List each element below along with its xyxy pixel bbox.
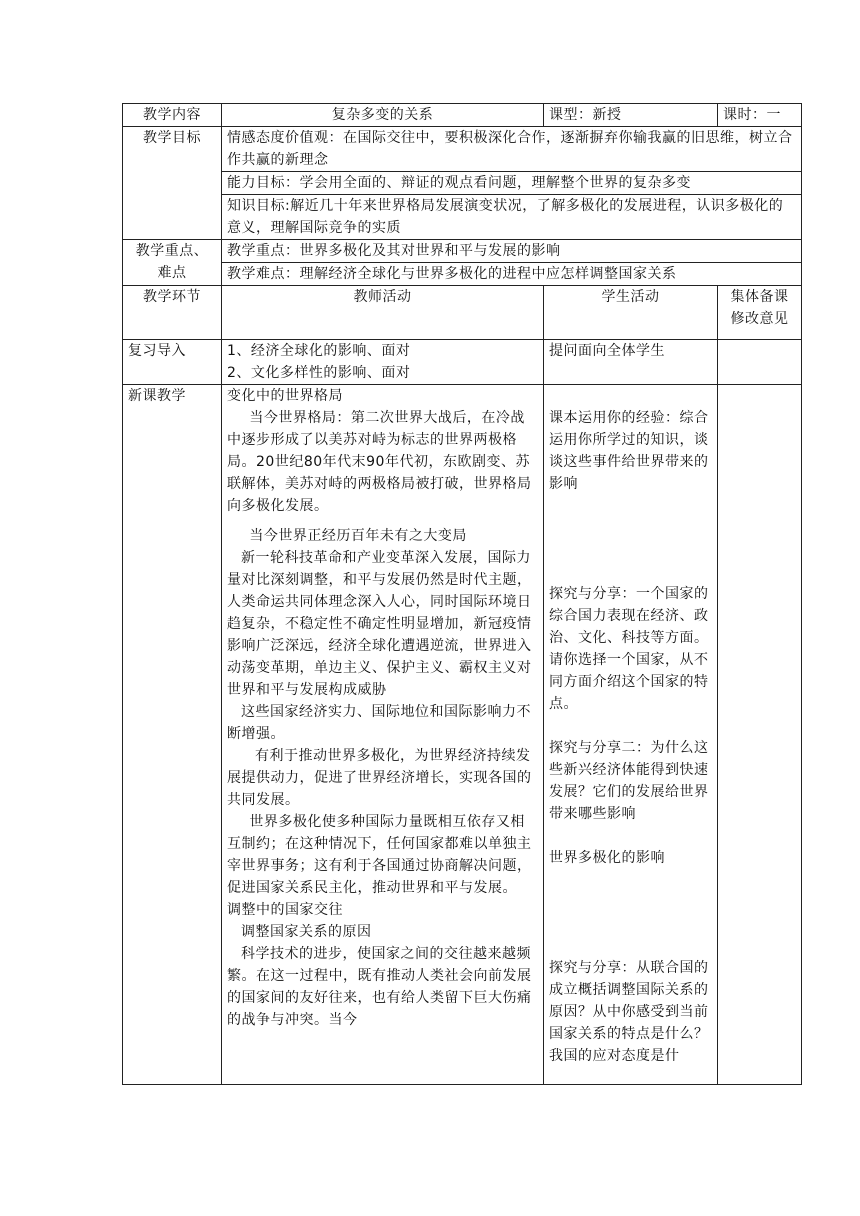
- review-item-1: 1、经济全球化的影响、面对: [227, 343, 411, 359]
- lesson-hours: 课时：一: [718, 104, 802, 127]
- review-notes: [718, 340, 802, 385]
- keypoint-focus: 教学重点：世界多极化及其对世界和平与发展的影响: [222, 240, 802, 263]
- section-heading-world-pattern: 变化中的世界格局: [227, 388, 343, 404]
- student-activity-2: 探究与分享：一个国家的综合国力表现在经济、政治、文化、科技等方面。请你选择一个国家，从不同方面介绍这个国家的特点。: [549, 586, 709, 712]
- review-teacher: [222, 340, 544, 385]
- student-activity-1: 课本运用你的经验：综合运用你所学过的知识，谈谈这些事件给世界带来的影响: [549, 410, 709, 492]
- goal-ability: 能力目标：学会用全面的、辩证的观点看问题，理解整个世界的复杂多变: [222, 172, 802, 195]
- header-row: [123, 104, 802, 127]
- teacher-para-6: 世界多极化使多种国际力量既相互依存又相互制约；在这种情况下，任何国家都难以单独主宰世界事务；这有利于各国通过协商解决问题，促进国家关系民主化，推动世界和平与发展。: [227, 814, 532, 896]
- section-heading-relations: 调整中的国家交往: [227, 902, 343, 918]
- student-activity-3: 探究与分享二：为什么这些新兴经济体能得到快速发展？它们的发展给世界带来哪些影响: [549, 740, 709, 822]
- teacher-para-7: 科学技术的进步，使国家之间的交往越来越频繁。在这一过程中，既有推动人类社会向前发展的国家间的友好往来，也有给人类留下巨大伤痛的战争与冲突。当今: [227, 946, 532, 1028]
- teacher-para-2: 当今世界正经历百年未有之大变局: [249, 528, 467, 544]
- keypoint-difficulty: 教学难点：理解经济全球化与世界多极化的进程中应怎样调整国家关系: [222, 263, 802, 286]
- newlesson-teacher: [222, 385, 544, 1085]
- review-item-2: 2、文化多样性的影响、面对: [227, 365, 411, 381]
- review-row: [123, 340, 802, 385]
- col-teacher: 教师活动: [222, 286, 544, 340]
- column-header-row: [123, 286, 802, 340]
- goal-knowledge: 知识目标:解近几十年来世界格局发展演变状况，了解多极化的发展进程，认识多极化的意义，理解国际竞争的实质: [222, 195, 802, 240]
- teacher-para-1: 当今世界格局：第二次世界大战后，在冷战中逐步形成了以美苏对峙为标志的世界两极格局。20世纪80年代末90年代初，东欧剧变、苏联解体，美苏对峙的两极格局被打破，世界格局向多极化发展。: [227, 410, 532, 514]
- lesson-type: 课型：新授: [544, 104, 718, 127]
- section-subheading-reasons: 调整国家关系的原因: [241, 924, 372, 940]
- col-notes-line2: 修改意见: [730, 311, 789, 327]
- newlesson-stage: 新课教学: [123, 385, 222, 1085]
- review-student: 提问面向全体学生: [544, 340, 718, 385]
- teacher-para-4: 这些国家经济实力、国际地位和国际影响力不断增强。: [227, 704, 531, 742]
- goals-label: 教学目标: [123, 127, 222, 240]
- col-notes-line1: 集体备课: [730, 289, 789, 305]
- keypoint-row-focus: [123, 240, 802, 263]
- col-notes: [718, 286, 802, 340]
- goal-row-ability: [123, 172, 802, 195]
- keypoints-label: [123, 240, 222, 286]
- teacher-para-3: 新一轮科技革命和产业变革深入发展，国际力量对比深刻调整，和平与发展仍然是时代主题，人类命运共同体理念深入人心，同时国际环境日趋复杂，不稳定性不确定性明显增加，新冠疫情影响广泛深远，经济全球化遭遇逆流，世界进入动荡变革期，单边主义、保护主义、霸权主义对世界和平与发展构成威胁: [227, 550, 532, 698]
- student-activity-4: 世界多极化的影响: [549, 850, 665, 866]
- newlesson-row: [123, 385, 802, 1085]
- newlesson-notes: [718, 385, 802, 1085]
- goal-row-knowledge: [123, 195, 802, 240]
- review-stage: 复习导入: [123, 340, 222, 385]
- keypoints-label-line1: 教学重点、: [135, 243, 209, 259]
- keypoints-label-line2: 难点: [157, 265, 187, 281]
- lesson-plan-table: [122, 103, 802, 1085]
- goal-emotion: 情感态度价值观：在国际交往中，要积极深化合作，逐渐摒弃你输我赢的旧思维，树立合作共赢的新理念: [222, 127, 802, 172]
- teacher-para-5: 有利于推动世界多极化，为世界经济持续发展提供动力，促进了世界经济增长，实现各国的共同发展。: [227, 748, 532, 808]
- content-value: 复杂多变的关系: [222, 104, 544, 127]
- goal-row-emotion: [123, 127, 802, 172]
- col-stage: 教学环节: [123, 286, 222, 340]
- col-student: 学生活动: [544, 286, 718, 340]
- keypoint-row-difficulty: [123, 263, 802, 286]
- newlesson-student: [544, 385, 718, 1085]
- student-activity-5: 探究与分享：从联合国的成立概括调整国际关系的原因？从中你感受到当前国家关系的特点是什么？我国的应对态度是什: [549, 960, 709, 1064]
- content-label: 教学内容: [123, 104, 222, 127]
